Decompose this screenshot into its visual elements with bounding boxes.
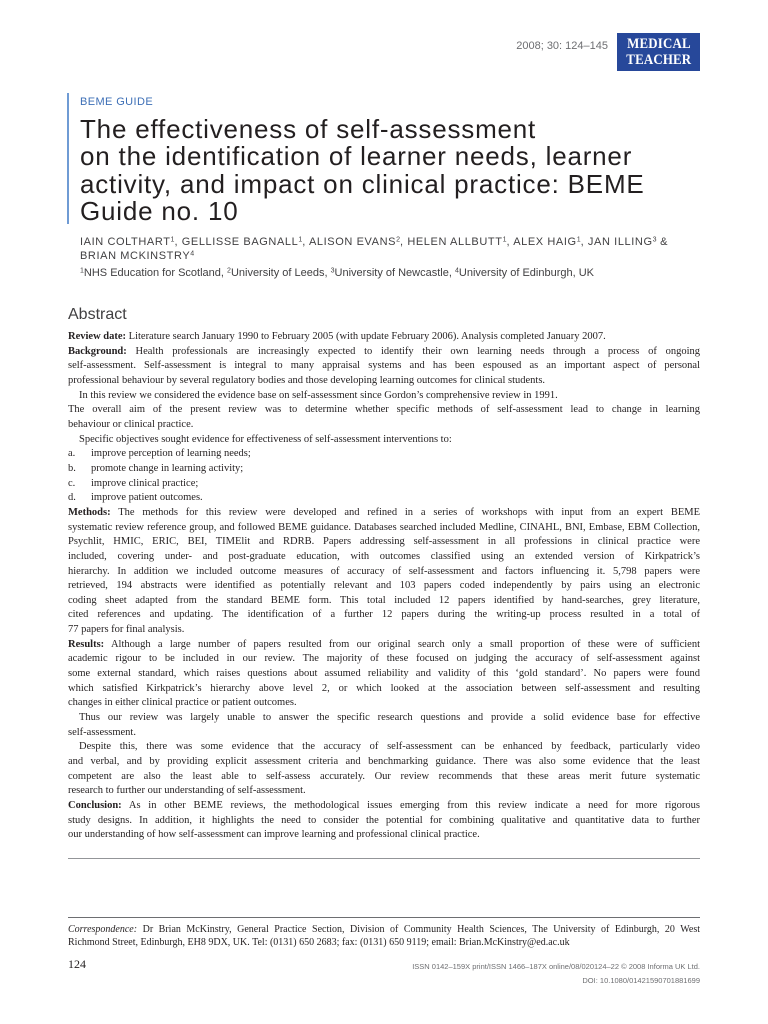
abstract-objectives-list (68, 447, 700, 506)
abstract-line (68, 403, 700, 418)
author (80, 236, 178, 248)
affiliation-name: University of Newcastle, (334, 267, 452, 279)
abstract-line-text: Although a large number of papers resulted from our original search only a small proportion of these were of sufficient (110, 638, 700, 650)
abstract-line (68, 579, 700, 594)
abstract-line-text: professional behaviour by several regulatory bodies and those developing learning outcomes for clinical students. (68, 374, 546, 386)
abstract-line (68, 814, 700, 829)
affiliation-name: NHS Education for Scotland, (83, 267, 224, 279)
list-marker: c. (68, 477, 76, 489)
abstract-line-text: In this review we considered the evidence base on self-assessment since Gordon’s comprehensive review in 1991. (79, 389, 558, 401)
author (588, 236, 668, 248)
affiliation-mark: 2 (227, 267, 231, 275)
abstract-line (68, 799, 700, 814)
abstract-divider (68, 858, 700, 859)
abstract-paragraph (68, 345, 700, 389)
abstract-line-text: our understanding of how self-assessment can improve learning and professional clinical practice. (68, 829, 480, 841)
abstract-line (68, 784, 700, 799)
abstract-section-label: Conclusion: (68, 800, 122, 811)
abstract-line-text: some external standard, which raises questions about assumed reliability and validity of this ‘gold standard’. No papers were found (68, 668, 700, 680)
abstract-line-text: Specific objectives sought evidence for effectiveness of self-assessment interventions to: (79, 433, 452, 445)
abstract-paragraph (68, 799, 700, 843)
list-item (68, 491, 700, 506)
author-affiliation-mark: 1 (502, 236, 507, 244)
affiliation-name: University of Leeds, (230, 267, 328, 279)
abstract-line-text: changes in either clinical practice or patient outcomes. (68, 697, 297, 709)
abstract-line-text: behaviour or clinical practice. (68, 418, 194, 430)
abstract-paragraph (68, 403, 700, 432)
abstract-line-text: As in other BEME reviews, the methodological issues emerging from this review indicate a need for more rigorous (128, 800, 700, 811)
author-affiliation-mark: 1 (298, 236, 303, 244)
author-separator: , (302, 236, 306, 248)
author (80, 250, 194, 262)
abstract-line (68, 535, 700, 550)
abstract-line-text: Psychlit, HMIC, ERIC, BEI, TIMElit and RDRB. Papers addressing self-assessment in all professions in clinical practice were (68, 536, 700, 548)
abstract-line (68, 682, 700, 697)
abstract-line-text: Despite this, there was some evidence that the accuracy of self-assessment can be enhanced by feedback, particularly video (79, 741, 700, 753)
abstract-line (68, 652, 700, 667)
publication-info (412, 960, 700, 988)
author-separator: , (400, 236, 404, 248)
abstract-paragraph (68, 711, 700, 740)
abstract-line (68, 565, 700, 580)
abstract-section-label: Methods: (68, 506, 111, 518)
abstract-line-text: systematic review reference group, and followed BEME guidance. Databases searched included Medline, CINAHL, BNI, Embase, EBM Collection, (68, 521, 700, 533)
abstract-body (68, 330, 700, 843)
author-line (80, 249, 700, 263)
abstract-line (68, 755, 700, 770)
abstract-paragraph (68, 740, 700, 799)
author-affiliation-mark: 1 (576, 236, 581, 244)
abstract-line-text: Health professionals are increasingly expected to identify their own learning needs through a process of ongoing (135, 345, 700, 357)
affiliation (80, 267, 224, 279)
title-line: The effectiveness of self-assessment (80, 114, 537, 144)
abstract-line (68, 594, 700, 609)
affiliation-mark: 4 (454, 267, 459, 275)
abstract-line (68, 770, 700, 785)
affiliation (455, 267, 594, 279)
abstract-paragraph (68, 506, 700, 638)
list-text: improve clinical practice; (91, 477, 199, 489)
author-affiliation-mark: 1 (170, 236, 175, 244)
author-separator: , (174, 236, 179, 248)
abstract-section-label: Review date: (68, 331, 127, 342)
correspondence-text: Dr Brian McKinstry, General Practice Section, Division of Community Health Sciences, The University of Edinburgh, 20 West (142, 924, 700, 935)
journal-citation: 2008; 30: 124–145 (516, 40, 608, 52)
section-label: BEME GUIDE (80, 96, 154, 108)
list-item (68, 477, 700, 492)
list-item (68, 447, 700, 462)
author-separator: & (656, 236, 669, 248)
abstract-line-text: retrieved, 194 abstracts were identified as potentially relevant and 103 papers coded independently by pairs using an electronic (68, 580, 700, 592)
author (513, 236, 584, 248)
abstract-line (68, 521, 700, 536)
logo-line: MEDICAL (626, 36, 691, 52)
title-line: activity, and impact on clinical practice: BEME (80, 168, 645, 199)
abstract-line (68, 345, 700, 360)
logo-line: TEACHER (625, 52, 692, 68)
list-text: improve perception of learning needs; (91, 448, 251, 460)
list-marker: b. (68, 462, 76, 474)
abstract-line-text: 77 papers for final analysis. (68, 624, 185, 636)
article-title (80, 116, 700, 225)
abstract-line-text: academic rigour to be included in our review. The majority of these focused on judging the accuracy of self-assessment against (68, 653, 700, 665)
abstract-line-text: hierarchy. In addition we included outcome measures of accuracy of self-assessment and factors influencing it. 5,798 papers were (68, 565, 700, 577)
abstract-line (68, 506, 700, 521)
abstract-line-text: cited references and updating. The identification of a further 12 papers during the writing-up process resulted in a total of (68, 609, 700, 621)
author (182, 236, 306, 248)
abstract-line-text: research to further our understanding of self-assessment. (68, 785, 306, 797)
abstract-line-text: and verbal, and by providing explicit assessment criteria and benchmarking guidance. There was also some evidence that the least (68, 756, 700, 768)
page-number: 124 (68, 957, 86, 971)
abstract-line (68, 638, 700, 653)
affiliation-mark: 1 (80, 267, 84, 275)
issn-line: ISSN 0142–159X print/ISSN 1466–187X online/08/020124–22 © 2008 Informa UK Ltd. (412, 962, 700, 971)
abstract-line-text: which satisfied Kirkpatrick’s hierarchy above level 2, or which looked at the association between self-assessment and resulting (68, 682, 700, 694)
author (407, 236, 510, 248)
abstract-line (68, 374, 700, 389)
author-name: ALEX HAIG (513, 236, 577, 248)
abstract-line (68, 550, 700, 565)
author-affiliation-mark: 3 (652, 236, 657, 244)
abstract-line (68, 711, 700, 726)
correspondence-note (68, 923, 700, 949)
abstract-line (68, 608, 700, 623)
affiliation-name: University of Edinburgh, UK (458, 267, 595, 279)
author-line (80, 235, 700, 249)
abstract-line-text: study designs. In addition, it highlights the need to consider the potential for combining qualitative and quantitative data to further (68, 814, 700, 826)
abstract-line-text: self-assessment. Self-assessment is integral to many appraisal systems and has been espoused as an important aspect of personal (68, 360, 700, 372)
affiliation-list (80, 266, 700, 280)
abstract-line (68, 359, 700, 374)
list-text: improve patient outcomes. (91, 492, 203, 504)
abstract-paragraph (68, 389, 700, 404)
author-name: JAN ILLING (587, 236, 653, 248)
author-name: HELEN ALLBUTT (407, 236, 503, 248)
abstract-line (68, 726, 700, 741)
abstract-line-text: The methods for this review were developed and refined in a series of workshops with input from an expert BEME (118, 506, 701, 518)
doi-line: DOI: 10.1080/01421590701881699 (582, 976, 700, 985)
abstract-section-label: Background: (68, 345, 127, 357)
author (309, 236, 404, 248)
abstract-section-label: Results: (68, 638, 105, 650)
abstract-line-text: Literature search January 1990 to February 2005 (with update February 2006). Analysis completed January 2007. (128, 331, 606, 342)
title-line: Guide no. 10 (80, 195, 239, 226)
abstract-line (68, 828, 700, 843)
journal-logo (617, 33, 700, 71)
abstract-line-text: self-assessment. (68, 726, 136, 738)
abstract-line (68, 389, 700, 404)
author-name: GELLISSE BAGNALL (181, 236, 299, 248)
abstract-line (68, 667, 700, 682)
author-name: ALISON EVANS (309, 236, 397, 248)
author-list (80, 235, 700, 263)
affiliation-mark: 3 (330, 267, 335, 275)
abstract-paragraph (68, 638, 700, 711)
list-text: promote change in learning activity; (91, 462, 244, 474)
abstract-line-text: coding sheet adapted from the standard BEME form. This total included 12 papers identified by hand-searches, grey literature, (68, 594, 700, 606)
author-name: BRIAN MCKINSTRY (80, 250, 191, 262)
abstract-line (68, 696, 700, 711)
correspondence-line (68, 923, 700, 936)
list-item (68, 462, 700, 477)
abstract-line (68, 418, 700, 433)
list-marker: d. (68, 492, 76, 504)
author-name: IAIN COLTHART (80, 236, 171, 248)
abstract-paragraph (68, 433, 700, 448)
correspondence-text: Richmond Street, Edinburgh, EH8 9DX, UK. Tel: (0131) 650 2683; fax: (0131) 650 9119; email: Brian.McKinstry@ed.ac.uk (68, 937, 570, 948)
author-affiliation-mark: 2 (396, 236, 401, 244)
affiliation (331, 267, 452, 279)
abstract-line (68, 433, 700, 448)
footnote-divider (68, 917, 700, 918)
author-affiliation-mark: 4 (190, 250, 195, 258)
abstract-line-text: Thus our review was largely unable to answer the specific research questions and provide a solid evidence base for effective (79, 712, 700, 724)
abstract-heading: Abstract (68, 306, 127, 323)
abstract-line-text: The overall aim of the present review was to determine whether specific methods of self-assessment lead to change in learning (68, 404, 700, 416)
correspondence-label: Correspondence: (68, 924, 138, 935)
abstract-paragraph (68, 330, 700, 345)
abstract-line (68, 740, 700, 755)
abstract-line-text: competent are also the least able to self-assess accurately. Our review recommends that these areas merit future systematic (68, 770, 700, 782)
abstract-line (68, 623, 700, 638)
abstract-line-text: included, covering under- and post-graduate education, with outcomes classified using an extended version of Kirkpatrick’s (68, 550, 700, 562)
author-separator: , (506, 236, 511, 248)
abstract-line (68, 330, 700, 345)
correspondence-line (68, 936, 700, 949)
author-separator: , (580, 236, 585, 248)
list-marker: a. (68, 448, 76, 460)
title-accent-rule (67, 93, 69, 224)
affiliation (227, 267, 328, 279)
title-line: on the identification of learner needs, learner (80, 141, 633, 172)
